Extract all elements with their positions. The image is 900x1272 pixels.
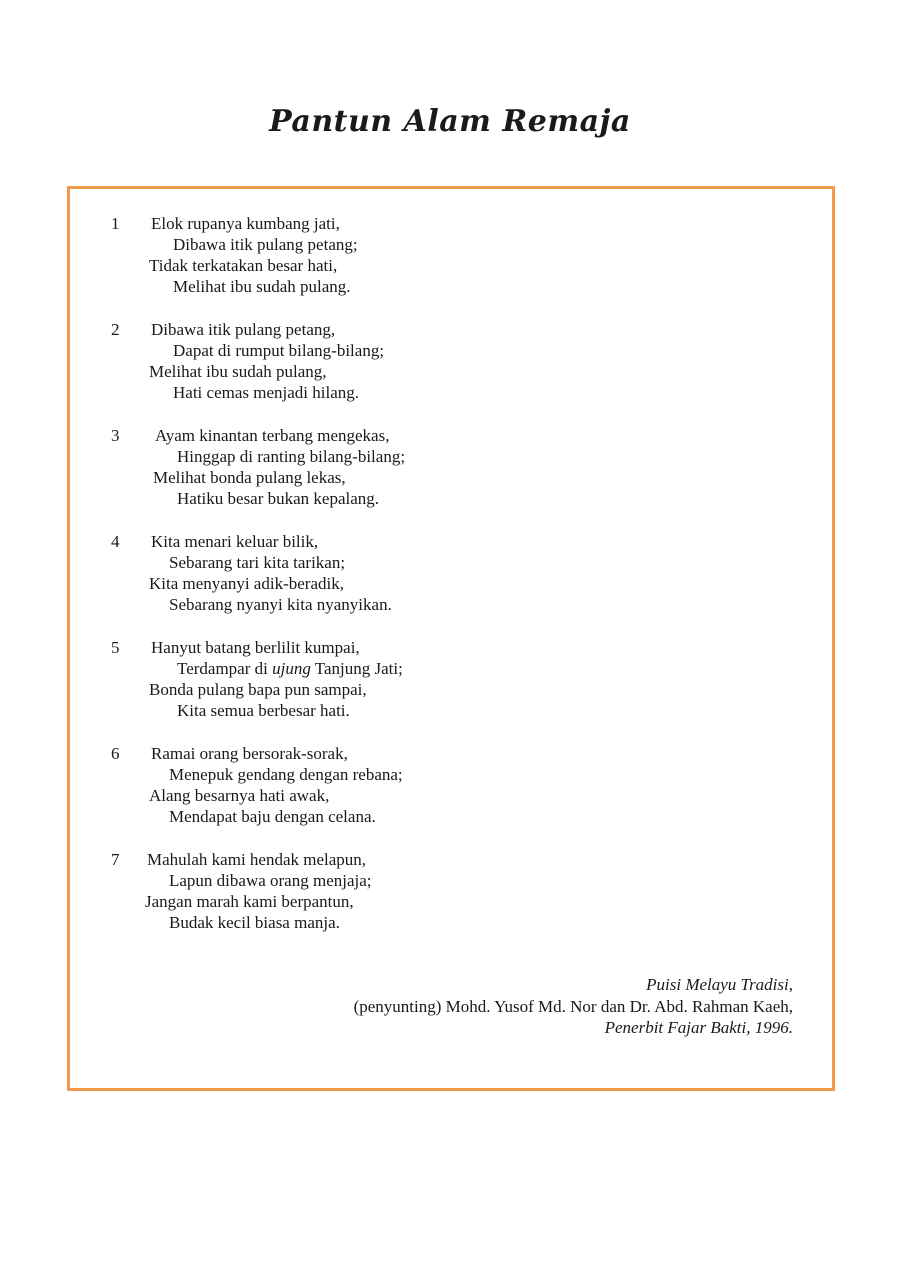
poem-line: Dibawa itik pulang petang, [151, 320, 336, 339]
poem-line: Jangan marah kami berpantun, [145, 892, 354, 911]
poem-line-part: Terdampar di [177, 659, 273, 678]
source-publisher: Penerbit Fajar Bakti, 1996. [604, 1018, 793, 1037]
stanza-number: 4 [111, 532, 120, 551]
poem-line: Alang besarnya hati awak, [149, 786, 330, 805]
poem-line: Hatiku besar bukan kepalang. [177, 489, 380, 508]
poem-line: Sebarang tari kita tarikan; [169, 553, 346, 572]
poem-line-part: Tanjung Jati; [310, 659, 403, 678]
poem-line: Ramai orang bersorak-sorak, [151, 744, 348, 763]
poem-line: Tidak terkatakan besar hati, [149, 256, 338, 275]
poem-line: Kita menari keluar bilik, [151, 532, 319, 551]
poem-line: Ayam kinantan terbang mengekas, [155, 426, 390, 445]
poem-line: Dibawa itik pulang petang; [173, 235, 358, 254]
poem-line: Hanyut batang berlilit kumpai, [151, 638, 360, 657]
poem-line: Kita semua berbesar hati. [177, 701, 350, 720]
stanza-number: 6 [111, 744, 120, 763]
poem-line: Melihat bonda pulang lekas, [153, 468, 346, 487]
stanza-number: 2 [111, 320, 120, 339]
poem-line: Melihat ibu sudah pulang. [173, 277, 351, 296]
poem-line: Elok rupanya kumbang jati, [151, 214, 340, 233]
stanza-number: 7 [111, 850, 120, 869]
source-book-title: Puisi Melayu Tradisi, [646, 975, 793, 994]
poem-line: Hati cemas menjadi hilang. [173, 383, 359, 402]
poem-line-italic-word: ujung [272, 659, 311, 678]
source-editors: (penyunting) Mohd. Yusof Md. Nor dan Dr. Abd. Rahman Kaeh, [353, 996, 793, 1016]
poem-line: Mendapat baju dengan celana. [169, 807, 376, 826]
poem-line: Bonda pulang bapa pun sampai, [149, 680, 367, 699]
poem-line: Menepuk gendang dengan rebana; [169, 765, 403, 784]
page-title: Pantun Alam Remaja [269, 104, 631, 139]
poem-line: Dapat di rumput bilang-bilang; [173, 341, 385, 360]
poem-line: Lapun dibawa orang menjaja; [169, 871, 372, 890]
poem-line [177, 658, 403, 679]
source-credit [354, 974, 793, 1039]
stanza-number: 5 [111, 638, 120, 657]
poem-line: Melihat ibu sudah pulang, [149, 362, 327, 381]
poem-line: Kita menyanyi adik-beradik, [149, 574, 344, 593]
poem-line: Mahulah kami hendak melapun, [147, 850, 367, 869]
stanza-number: 1 [111, 214, 120, 233]
stanza-number: 3 [111, 426, 120, 445]
poem-line: Sebarang nyanyi kita nyanyikan. [169, 595, 392, 614]
poem-line: Budak kecil biasa manja. [169, 913, 340, 932]
poem-frame [67, 186, 835, 1091]
poem-line: Hinggap di ranting bilang-bilang; [177, 447, 406, 466]
